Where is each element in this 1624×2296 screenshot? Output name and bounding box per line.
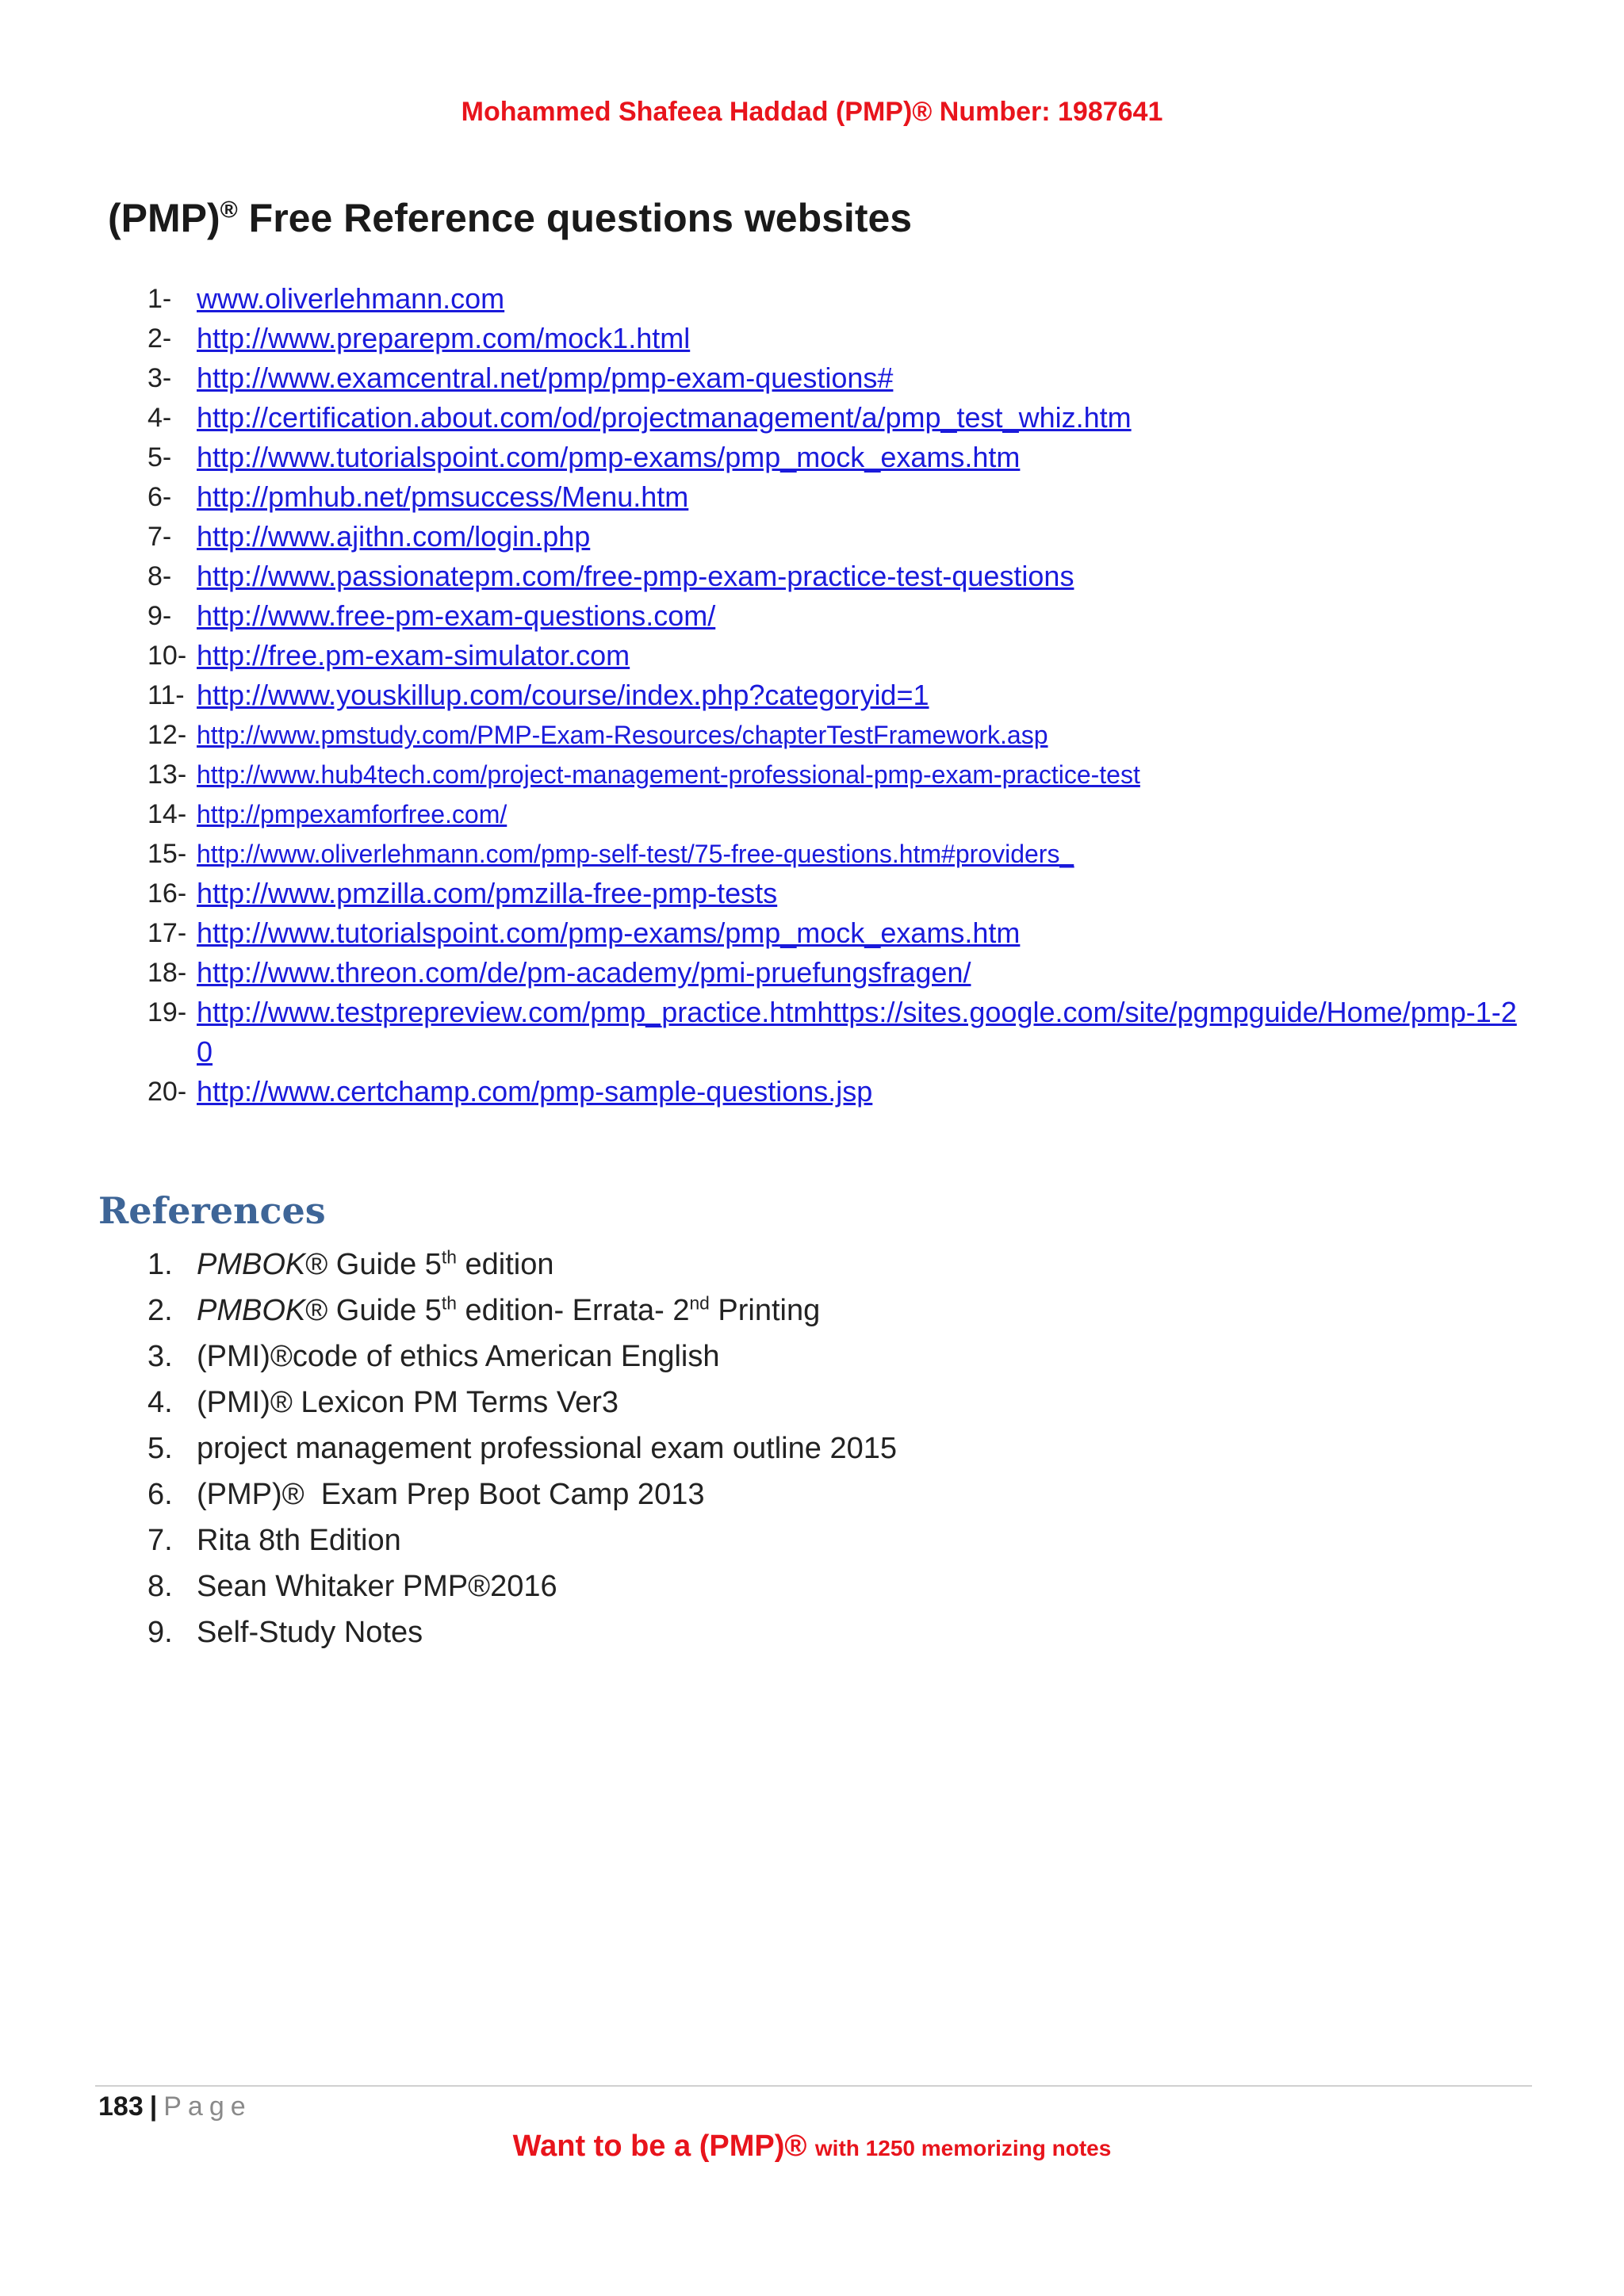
website-number: 9- (147, 601, 172, 631)
section-title-prefix: (PMP) (108, 196, 220, 240)
website-item (0, 398, 1624, 438)
website-number: 2- (147, 323, 172, 354)
reference-item (0, 1563, 1624, 1609)
reference-number: 6. (147, 1478, 173, 1511)
website-number: 4- (147, 403, 172, 433)
footer-divider (95, 2085, 1532, 2087)
website-item (0, 993, 1624, 1072)
website-number: 18- (147, 958, 187, 988)
website-item (0, 358, 1624, 398)
reference-text: Sean Whitaker PMP®2016 (197, 1570, 557, 1603)
website-item (0, 557, 1624, 596)
page-separator: | (149, 2091, 158, 2122)
page-label: Page (163, 2091, 252, 2122)
references-list (0, 1242, 1624, 1655)
reference-item (0, 1425, 1624, 1471)
reference-item (0, 1334, 1624, 1380)
website-item (0, 1072, 1624, 1112)
reference-number: 9. (147, 1616, 173, 1649)
reference-italic: PMBOK (197, 1248, 306, 1281)
reference-text (197, 1242, 553, 1288)
reference-number: 2. (147, 1294, 173, 1327)
reference-registered: ® (305, 1294, 328, 1327)
reference-superscript: th (441, 1292, 457, 1314)
website-number: 17- (147, 918, 187, 948)
reference-part-b: edition (456, 1248, 554, 1281)
website-link[interactable]: http://pmhub.net/pmsuccess/Menu.htm (197, 480, 689, 513)
reference-number: 8. (147, 1570, 173, 1603)
section-title-rest: Free Reference questions websites (237, 196, 913, 240)
reference-text: (PMI)®code of ethics American English (197, 1340, 720, 1373)
website-link[interactable]: http://free.pm-exam-simulator.com (197, 639, 630, 672)
reference-superscript: nd (689, 1292, 710, 1314)
section-title-registered: ® (220, 197, 238, 224)
website-item (0, 755, 1624, 794)
website-number: 7- (147, 522, 172, 552)
reference-part-b: edition- Errata- 2 (456, 1294, 690, 1327)
reference-part-a: Guide 5 (327, 1294, 442, 1327)
reference-number: 1. (147, 1248, 173, 1281)
reference-superscript: th (441, 1246, 457, 1268)
website-link[interactable]: http://www.testprepreview.com/pmp_practice.htmhttps://sites.google.com/site/pgmpguide/Home/pmp-1-20 (197, 996, 1517, 1068)
reference-italic: PMBOK (197, 1294, 306, 1327)
website-link[interactable]: http://pmpexamforfree.com/ (197, 800, 508, 828)
reference-item (0, 1380, 1624, 1425)
website-link[interactable]: http://www.pmzilla.com/pmzilla-free-pmp-tests (197, 877, 778, 909)
reference-item (0, 1517, 1624, 1563)
reference-number: 7. (147, 1524, 173, 1557)
website-item (0, 596, 1624, 636)
website-item (0, 794, 1624, 834)
website-link[interactable]: http://www.free-pm-exam-questions.com/ (197, 599, 716, 632)
website-item (0, 675, 1624, 715)
website-item (0, 874, 1624, 913)
website-item (0, 438, 1624, 477)
reference-registered: ® (305, 1248, 328, 1281)
website-number: 1- (147, 284, 172, 314)
website-number: 19- (147, 997, 187, 1027)
website-link[interactable]: http://www.certchamp.com/pmp-sample-questions.jsp (197, 1075, 873, 1108)
website-item (0, 715, 1624, 755)
website-number: 15- (147, 839, 187, 869)
reference-text: (PMI)® Lexicon PM Terms Ver3 (197, 1386, 619, 1419)
tagline-main: Want to be a (PMP)® (512, 2130, 815, 2163)
footer-tagline (0, 2130, 1624, 2164)
reference-text: (PMP)® Exam Prep Boot Camp 2013 (197, 1478, 705, 1511)
reference-number: 3. (147, 1340, 173, 1373)
header-author: Mohammed Shafeea Haddad (PMP)® Number: 1987641 (461, 97, 1163, 127)
website-number: 10- (147, 641, 187, 671)
website-list (0, 279, 1624, 1112)
website-number: 13- (147, 760, 187, 790)
website-link[interactable]: http://www.threon.com/de/pm-academy/pmi-pruefungsfragen/ (197, 956, 971, 989)
website-number: 11- (147, 680, 185, 710)
website-link[interactable]: http://www.passionatepm.com/free-pmp-exam-practice-test-questions (197, 560, 1074, 592)
reference-part-a: Guide 5 (327, 1248, 442, 1281)
website-link[interactable]: http://www.examcentral.net/pmp/pmp-exam-questions# (197, 362, 894, 394)
website-number: 14- (147, 799, 187, 829)
website-item (0, 319, 1624, 358)
website-item (0, 477, 1624, 517)
website-link[interactable]: http://www.hub4tech.com/project-management-professional-pmp-exam-practice-test (197, 760, 1140, 789)
footer-page-number (98, 2091, 252, 2122)
website-link[interactable]: http://www.tutorialspoint.com/pmp-exams/pmp_mock_exams.htm (197, 916, 1021, 949)
website-item (0, 834, 1624, 874)
section-title (108, 195, 912, 241)
reference-number: 4. (147, 1386, 173, 1419)
reference-number: 5. (147, 1432, 173, 1465)
reference-text (197, 1288, 820, 1334)
website-link[interactable]: http://www.pmstudy.com/PMP-Exam-Resources/chapterTestFramework.asp (197, 721, 1048, 749)
website-link[interactable]: http://www.youskillup.com/course/index.php?categoryid=1 (197, 679, 929, 711)
website-number: 12- (147, 720, 187, 750)
website-link[interactable]: http://www.tutorialspoint.com/pmp-exams/pmp_mock_exams.htm (197, 441, 1021, 473)
website-item (0, 913, 1624, 953)
reference-text: Rita 8th Edition (197, 1524, 401, 1557)
reference-item (0, 1288, 1624, 1334)
website-link[interactable]: http://www.oliverlehmann.com/pmp-self-test/75-free-questions.htm#providers_ (197, 840, 1074, 868)
reference-text: project management professional exam outline 2015 (197, 1432, 897, 1465)
reference-item (0, 1471, 1624, 1517)
page-number: 183 (98, 2091, 144, 2122)
reference-item (0, 1242, 1624, 1288)
website-item (0, 636, 1624, 675)
references-heading: References (98, 1189, 326, 1232)
website-number: 16- (147, 878, 187, 909)
website-item (0, 517, 1624, 557)
website-item (0, 279, 1624, 319)
website-number: 6- (147, 482, 172, 512)
website-link[interactable]: http://www.ajithn.com/login.php (197, 520, 591, 553)
website-number: 5- (147, 442, 172, 473)
website-link[interactable]: http://certification.about.com/od/projectmanagement/a/pmp_test_whiz.htm (197, 401, 1132, 434)
website-number: 20- (147, 1077, 187, 1107)
reference-text: Self-Study Notes (197, 1616, 423, 1649)
website-number: 8- (147, 561, 172, 591)
tagline-small: with 1250 memorizing notes (814, 2136, 1112, 2160)
reference-part-c: Printing (709, 1294, 821, 1327)
website-item (0, 953, 1624, 993)
reference-item (0, 1609, 1624, 1655)
website-link[interactable]: www.oliverlehmann.com (197, 282, 505, 315)
website-number: 3- (147, 363, 172, 393)
website-link[interactable]: http://www.preparepm.com/mock1.html (197, 322, 691, 354)
